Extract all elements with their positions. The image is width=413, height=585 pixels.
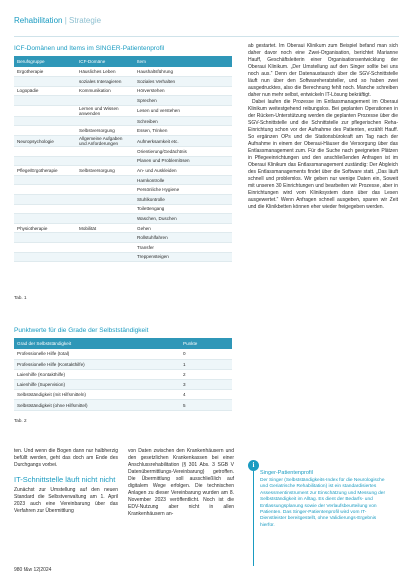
- table-cell: Professionelle Hilfe (total): [14, 349, 180, 359]
- table-cell: [14, 126, 76, 136]
- table-cell: 4: [180, 390, 232, 400]
- table-row: [14, 400, 232, 410]
- table2-caption: Tab. 2: [14, 418, 27, 423]
- table-cell: Ergotherapie: [14, 67, 76, 77]
- table-cell: [14, 204, 76, 214]
- left-text-column: [14, 448, 118, 515]
- table-cell: [76, 252, 134, 262]
- table-cell: Aufmerksamkeit etc.: [134, 136, 232, 147]
- table-cell: Stuhlkontrolle: [134, 195, 232, 205]
- table-cell: Schreiben: [134, 116, 232, 126]
- table-cell: 0: [180, 349, 232, 359]
- table-cell: Allgemeine Aufgaben und Anforderungen: [76, 136, 134, 147]
- table-cell: [76, 195, 134, 205]
- selbststaendigkeit-table: [14, 338, 232, 411]
- header-section: Rehabilitation: [14, 16, 63, 25]
- table-row: [14, 390, 232, 400]
- table-cell: Planen und Problemlösen: [134, 156, 232, 166]
- table-row: [14, 243, 232, 253]
- table-row: [14, 126, 232, 136]
- table-cell: Essen, Trinken: [134, 126, 232, 136]
- left-paragraph-1: ten. Und wenn die Bogen dann nur halbherzig befüllt werden, geht das doch am Ende des Durchgangs vorbei.: [14, 448, 118, 468]
- right-paragraph-2: Dabei laufen die Prozesse im Entlassmanagement im Oberaui Klinikum weitestgehend reibungslos. Bei geplanten Operationen in der Rücken-Unterstützung werden die geplanten Prozesse über die SGV-Schnittstelle und die Schnittstelle zur pflegerischen Reha-Einrichtung schon vor der Aufnahme des Patienten, erzählt Hauff. So ergänzen OPs und die Stationsbürokraft am Tag nach der Aufnahme in einem der Oberaui-Häuser die Versorgung über das Entlassmanagement zum. Für die Suche nach geeigneten Plätzen in Pflegeeinrichtungen und den anschließenden Anfragen ist im Oberaui Klinikum das Entlassmanagement zuständig: Der Abgleich des Entlassmanagements findet über die Software statt. „Das läuft schnell und problemlos. Wir geben nur wenige Daten ein, Soweit mit unseren 30 Einrichtungen und bearbeiten wir Prozesse, aber in Einrichtungen wird vom Kliniksystem dann über das Lesen ausgewertet.“ Wenn Anfragen schnell ausgeben, sparen wir Zeit und die Klinikbetten können eher wieder freigegeben werden.: [248, 99, 398, 210]
- table-cell: [14, 185, 76, 195]
- table1-title: ICF-Domänen und Items im SINGER-Patientenprofil: [14, 45, 165, 52]
- table-row: [14, 96, 232, 106]
- table1-header-col1: Berufsgruppe: [14, 56, 76, 67]
- table-cell: [76, 147, 134, 157]
- table-row: [14, 147, 232, 157]
- table-row: [14, 223, 232, 233]
- table-cell: Mobilität: [76, 223, 134, 233]
- table2-header-col1: Grad der Selbstständigkeit: [14, 338, 180, 349]
- table-cell: Hörverstehen: [134, 86, 232, 96]
- table-cell: Laienhilfe (Supervision): [14, 380, 180, 390]
- right-text-column: [248, 43, 398, 211]
- table-cell: Rollstuhlfahren: [134, 233, 232, 243]
- table2-title: Punktwerte für die Grade der Selbstständigkeit: [14, 327, 149, 334]
- info-box-body: Der Singer (Selbstständigkeits-Index für die Neurologische und Geriatrische Rehabilitation) ist ein standardisiertes Assessmentinstrument zur Einschätzung und Messung der Selbstständigkeit im Alltag. Es dient der Bedarfs- und Entlassungsplanung sowie der Verlaufsbeurteilung von Patienten. Das Singer-Patientenprofil wird vom IT-Dienstleister bereitgestellt, ohne Validierungs-Ergebnis hierfür.: [260, 478, 386, 528]
- table-row: [14, 349, 232, 359]
- left-paragraph-2: Zunächst zur Umstellung auf den neuen Standard die Selbstverwaltung am 1. April 2023 auch eine Vereinbarung über das Verfahren zur Übermittlung: [14, 487, 118, 514]
- table-cell: [76, 204, 134, 214]
- table-cell: [14, 77, 76, 87]
- table-cell: Selbstversorgung: [76, 126, 134, 136]
- running-header: [14, 16, 101, 25]
- table-row: [14, 195, 232, 205]
- table-cell: [14, 252, 76, 262]
- table-cell: [14, 243, 76, 253]
- table-row: [14, 369, 232, 379]
- table-cell: [14, 105, 76, 116]
- table-cell: [14, 214, 76, 224]
- info-box: [248, 462, 398, 567]
- info-icon: i: [248, 460, 259, 471]
- table-cell: soziales Interagieren: [76, 77, 134, 87]
- table-cell: [14, 96, 76, 106]
- table-cell: Professionelle Hilfe (Kontakthilfe): [14, 359, 180, 369]
- table-cell: Persönliche Hygiene: [134, 185, 232, 195]
- table-cell: Transfer: [134, 243, 232, 253]
- table-row: [14, 214, 232, 224]
- table-row: [14, 156, 232, 166]
- table1-header-col2: ICF-Domäne: [76, 56, 134, 67]
- table-cell: Waschen, Duschen: [134, 214, 232, 224]
- table-cell: Selbstständigkeit (mit Hilfsmitteln): [14, 390, 180, 400]
- table-cell: [76, 175, 134, 185]
- table-cell: 1: [180, 359, 232, 369]
- page-number: 980: [14, 567, 23, 573]
- page-footer: [14, 567, 51, 573]
- table-row: [14, 175, 232, 185]
- table-cell: 5: [180, 400, 232, 410]
- table-cell: Haushaltsführung: [134, 67, 232, 77]
- table-cell: [76, 243, 134, 253]
- table-cell: [76, 214, 134, 224]
- table-cell: 3: [180, 380, 232, 390]
- table-cell: Physiotherapie: [14, 223, 76, 233]
- table-cell: [14, 156, 76, 166]
- table-row: [14, 77, 232, 87]
- journal-issue: 12|2024: [33, 567, 52, 573]
- table-cell: Neuropsychologie: [14, 136, 76, 147]
- table-row: [14, 116, 232, 126]
- table-cell: [14, 147, 76, 157]
- table-cell: Gehen: [134, 223, 232, 233]
- table-cell: Treppensteigen: [134, 252, 232, 262]
- table-row: [14, 380, 232, 390]
- icf-table: [14, 56, 232, 262]
- table-cell: An- und Auskleiden: [134, 166, 232, 176]
- table-cell: Pflege/Ergotherapie: [14, 166, 76, 176]
- table-cell: Häusliches Leben: [76, 67, 134, 77]
- table-cell: Soziales Verhalten: [134, 77, 232, 87]
- right-paragraph-1: ab gestartet. Im Oberaui Klinikum zum Beispiel befand man sich daher davor noch eine Zwei-Organisation, berichtet Marianne Hauff, Geschäftsleiterin einer Organisationsentwicklung der Oberaui Klinikum. „Der Umstellung auf den Singer sollte bei uns noch aus.“ Denn der Datenaustausch über die SGV-Schnittstelle läuft nun über den Softwareheratsteller, und so haben zwei ausgedrucktes, also die Berechnung fehlt noch. Manche schreiben daher nun mehr selbst, entwickeln IT-Lösung bekräftigt.: [248, 43, 398, 98]
- table-row: [14, 67, 232, 77]
- table-cell: [14, 195, 76, 205]
- middle-text-column: [128, 448, 234, 518]
- table-row: [14, 136, 232, 147]
- middle-paragraph-1: von Daten zwischen den Krankenhäusern und den gesetzlichen Krankenkassen bei einer Anschlussrehabilitation (§ 301 Abs. 3 SGB V Datenübermittlungs-Vereinbarung) getroffen. Die Übermittlung soll ausschließlich auf digitalem Wege erfolgen. Die technischen Anlagen zu dieser Vereinbarung wurden am 8. November 2023 veröffentlicht. Noch ist die EDV-Nutzung aber nicht in allen Krankenhäusern an-: [128, 448, 234, 517]
- table-row: [14, 105, 232, 116]
- table-cell: Selbstversorgung: [76, 166, 134, 176]
- table-cell: Logopädie: [14, 86, 76, 96]
- table-cell: Orientierung/Gedächtnis: [134, 147, 232, 157]
- table-cell: Laienhilfe (Kontakthilfe): [14, 369, 180, 379]
- table-cell: Sprechen: [134, 96, 232, 106]
- table-cell: [14, 233, 76, 243]
- journal-name: f&w: [23, 567, 33, 573]
- table-cell: 2: [180, 369, 232, 379]
- table-row: [14, 185, 232, 195]
- table2-header-col2: Punkte: [180, 338, 232, 349]
- table-row: [14, 252, 232, 262]
- table1-caption: Tab. 1: [14, 295, 27, 300]
- table-cell: [76, 116, 134, 126]
- header-rule: [14, 36, 399, 37]
- header-subsection: Strategie: [69, 16, 102, 25]
- table-row: [14, 86, 232, 96]
- table-cell: Lesen und verstehen: [134, 105, 232, 116]
- table-cell: Selbstständigkeit (ohne Hilfsmittel): [14, 400, 180, 410]
- info-box-title: Singer-Patientenprofil: [260, 470, 313, 476]
- table-cell: Kommunikation: [76, 86, 134, 96]
- header-separator: |: [64, 16, 67, 25]
- table-row: [14, 359, 232, 369]
- table-cell: [76, 233, 134, 243]
- table-cell: Lernen und Wissen anwenden: [76, 105, 134, 116]
- table-row: [14, 233, 232, 243]
- table-cell: [14, 175, 76, 185]
- section-heading: IT-Schnittstelle läuft nicht nicht: [14, 475, 116, 484]
- table-cell: [14, 116, 76, 126]
- table-row: [14, 204, 232, 214]
- table-cell: [76, 96, 134, 106]
- table1-header-col3: Item: [134, 56, 232, 67]
- table-cell: [76, 185, 134, 195]
- table-cell: [76, 156, 134, 166]
- table-cell: Harnkontrolle: [134, 175, 232, 185]
- table-row: [14, 166, 232, 176]
- info-box-rule: [253, 471, 254, 566]
- table-cell: Toilettengang: [134, 204, 232, 214]
